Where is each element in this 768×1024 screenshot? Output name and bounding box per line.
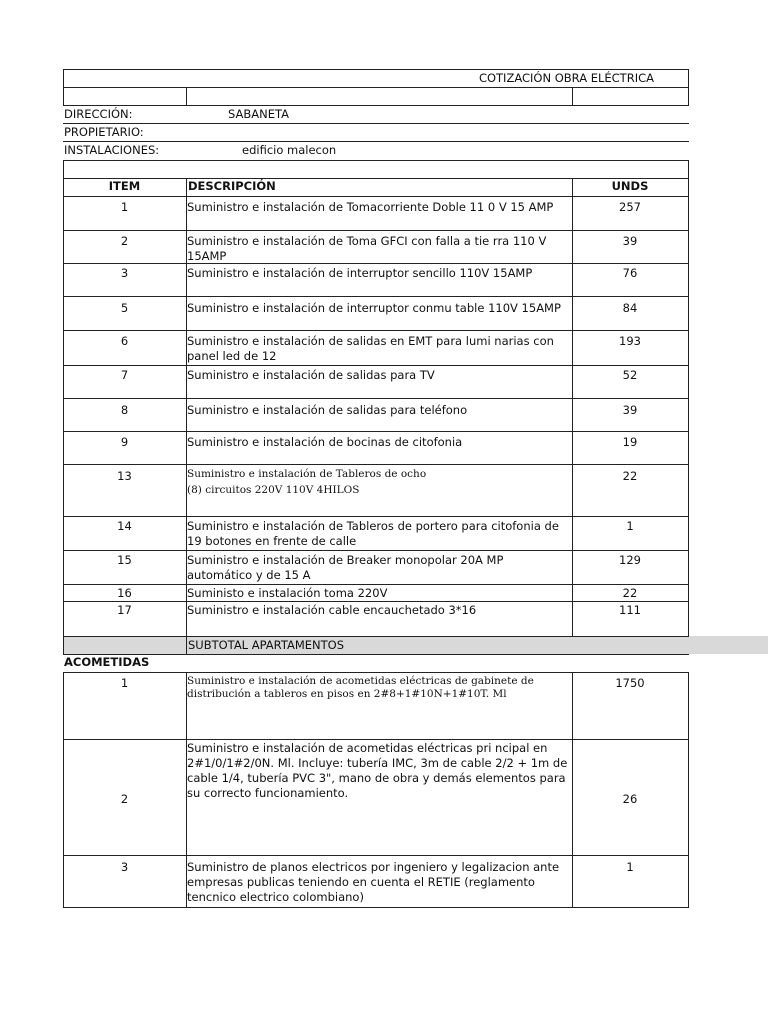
row-item: 3 [120, 266, 129, 280]
grid-line [63, 431, 689, 432]
grid-line [186, 636, 187, 654]
grid-line [63, 550, 689, 551]
row-unds: 1 [626, 860, 634, 874]
grid-line [63, 196, 689, 197]
row-item: 1 [120, 200, 129, 214]
column-header-unds: UNDS [611, 179, 649, 193]
row-description: Suministro e instalación de interruptor sencillo 110V 15AMP [187, 266, 533, 280]
grid-line [688, 672, 689, 907]
grid-line [63, 69, 64, 105]
direccion-label: DIRECCIÓN: [64, 107, 133, 121]
row-description: Suministro e instalación de salidas para TV [187, 368, 435, 382]
row-item: 1 [120, 676, 129, 690]
row-description: Suministro e instalación de interruptor conmu table 110V 15AMP [187, 301, 561, 315]
document-title: COTIZACIÓN OBRA ELÉCTRICA [478, 71, 654, 85]
row-item: 2 [120, 792, 129, 806]
row-description: Suministro e instalación de salidas en EMT para lumi narias con panel led de 12 [187, 334, 554, 363]
grid-line [63, 636, 689, 637]
row-unds: 129 [619, 553, 641, 567]
grid-line [63, 330, 689, 331]
row-item: 15 [117, 553, 132, 567]
row-description: Suministro e instalación de Tableros de portero para citofonia de 19 botones en frente de calle [187, 519, 559, 548]
row-description: Suministro de planos electricos por ingeniero y legalizacion ante empresas publicas teniendo en cuenta el RETIE (reglamento tencnico electrico colombiano) [187, 860, 560, 904]
row-description: Suministro e instalación de bocinas de citofonia [187, 435, 463, 449]
grid-line [63, 584, 689, 585]
grid-line [63, 69, 689, 70]
grid-line [63, 636, 64, 654]
row-description: Suministro e instalación de Tomacorriente Doble 11 0 V 15 AMP [187, 200, 554, 214]
row-item: 14 [117, 519, 132, 533]
row-description-line2: (8) circuitos 220V 110V 4HILOS [187, 484, 360, 496]
row-item: 2 [120, 234, 129, 248]
grid-line [63, 739, 689, 740]
row-unds: 22 [622, 469, 638, 483]
grid-line [572, 87, 573, 105]
grid-line [63, 87, 689, 88]
row-unds: 257 [619, 200, 641, 214]
row-unds: 76 [622, 266, 638, 280]
row-unds: 26 [622, 792, 638, 806]
column-header-descripcion: DESCRIPCIÓN [188, 179, 276, 193]
direccion-value: SABANETA [228, 107, 290, 121]
row-description: Suministro e instalación de acometidas eléctricas pri ncipal en 2#1/0/1#2/0N. Ml. Incluye: tubería IMC, 3m de cable 2/2 + 1m de cable 1/4, tubería PVC 3", mano de obra y demás elementos para su correcto funcionamiento. [187, 741, 568, 800]
grid-line [63, 230, 689, 231]
row-item: 6 [120, 334, 129, 348]
row-description: Suministro e instalación de Breaker monopolar 20A MP automático y de 15 A [187, 553, 504, 582]
row-unds: 1750 [615, 676, 645, 690]
grid-line [63, 672, 689, 673]
row-item: 8 [120, 403, 129, 417]
row-unds: 22 [622, 586, 638, 600]
row-unds: 52 [622, 368, 638, 382]
row-unds: 193 [619, 334, 641, 348]
acometidas-title: ACOMETIDAS [64, 655, 150, 669]
grid-line [63, 105, 689, 106]
propietario-label: PROPIETARIO: [64, 125, 144, 139]
column-header-item: ITEM [108, 179, 141, 193]
instalaciones-value: edificio malecon [242, 143, 337, 157]
grid-line [63, 516, 689, 517]
grid-line [63, 160, 689, 161]
row-unds: 39 [622, 234, 638, 248]
grid-line [63, 398, 689, 399]
row-unds: 1 [626, 519, 634, 533]
grid-line [63, 141, 689, 142]
row-item: 13 [117, 469, 132, 483]
grid-line [63, 123, 689, 124]
row-item: 7 [120, 368, 129, 382]
grid-line [186, 87, 187, 105]
grid-line [63, 601, 689, 602]
grid-line [63, 855, 689, 856]
row-item: 5 [120, 301, 129, 315]
row-item: 16 [117, 586, 132, 600]
row-unds: 111 [619, 603, 641, 617]
row-description: Suministro e instalación de Tableros de ocho [187, 468, 427, 480]
row-unds: 19 [622, 435, 638, 449]
row-description: Suministro e instalación de acometidas eléctricas de gabinete de distribución a tableros en pisos en 2#8+1#10N+1#10T. Ml [187, 675, 534, 700]
row-description: Suministro e instalación de Toma GFCI con falla a tie rra 110 V 15AMP [187, 234, 547, 263]
row-item: 17 [117, 603, 132, 617]
grid-line [688, 69, 689, 105]
row-description: Suministro e instalación de salidas para teléfono [187, 403, 468, 417]
subtotal-label: SUBTOTAL APARTAMENTOS [188, 638, 344, 652]
row-description: Suministro e instalación cable encauchetado 3*16 [187, 603, 477, 617]
row-description: Suministo e instalación toma 220V [187, 586, 388, 600]
row-item: 9 [120, 435, 129, 449]
grid-line [63, 907, 689, 908]
row-item: 3 [120, 860, 129, 874]
instalaciones-label: INSTALACIONES: [64, 143, 160, 157]
row-unds: 39 [622, 403, 638, 417]
grid-line [63, 365, 689, 366]
grid-line [688, 160, 689, 636]
row-unds: 84 [622, 301, 638, 315]
grid-line [63, 296, 689, 297]
grid-line [63, 464, 689, 465]
